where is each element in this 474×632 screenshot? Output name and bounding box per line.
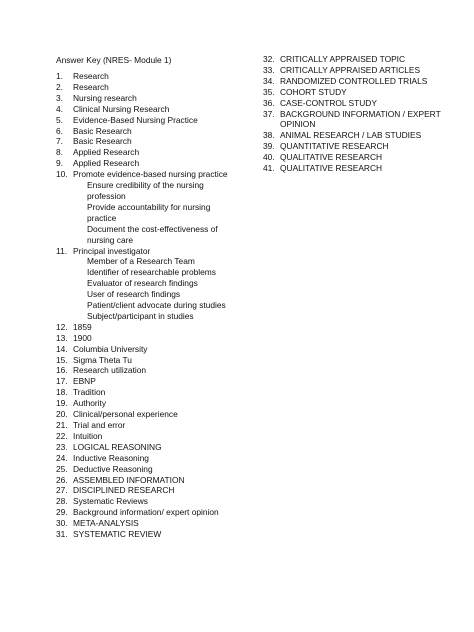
answer-item — [263, 109, 443, 131]
answer-text: Basic Research — [73, 125, 132, 136]
answer-text: Sigma Theta Tu — [73, 354, 132, 365]
answer-number: 15. — [56, 354, 68, 365]
answer-item — [56, 409, 236, 420]
answer-text: CRITICALLY APPRAISED TOPIC — [280, 54, 406, 64]
answer-number: 33. — [263, 64, 275, 75]
answer-item — [56, 333, 236, 344]
answer-number: 31. — [56, 529, 68, 540]
answer-number: 40. — [263, 152, 275, 163]
answer-text: Systematic Reviews — [73, 496, 148, 507]
answer-text: Trial and error — [73, 420, 126, 430]
answer-item — [56, 420, 236, 431]
answer-item — [263, 54, 443, 65]
answer-item — [56, 158, 236, 169]
answer-item — [263, 76, 443, 87]
answer-number: 9. — [56, 158, 63, 169]
answer-text: Promote evidence-based nursing practice — [73, 169, 228, 180]
answer-text: QUALITATIVE RESEARCH — [280, 152, 383, 163]
answer-number: 23. — [56, 441, 68, 452]
answer-number: 22. — [56, 430, 68, 441]
answer-text: Tradition — [73, 387, 106, 398]
answer-item — [56, 71, 236, 82]
answer-item — [56, 485, 236, 496]
answer-number: 19. — [56, 398, 68, 409]
answer-text: Authority — [73, 398, 107, 409]
answer-item — [56, 355, 236, 366]
answer-subitem: Evaluator of research findings — [87, 278, 198, 289]
answer-number: 34. — [263, 75, 275, 86]
answer-text: Research — [73, 81, 109, 92]
answer-text: Principal investigator — [73, 245, 151, 256]
answer-item — [56, 442, 236, 453]
answer-text: Background information/ expert opinion — [73, 507, 219, 518]
answer-list-left — [56, 71, 236, 540]
answer-item — [56, 246, 236, 257]
answer-number: 21. — [56, 420, 68, 430]
answer-subitem: Patient/client advocate during studies — [87, 300, 226, 311]
answer-number: 5. — [56, 114, 63, 125]
answer-subitem: Provide accountability for nursing practice — [87, 201, 211, 223]
answer-text: SYSTEMATIC REVIEW — [73, 529, 162, 540]
answer-text: Columbia University — [73, 343, 148, 354]
answer-item — [56, 365, 236, 376]
answer-number: 20. — [56, 409, 68, 420]
answer-subitem: Document the cost-effectiveness of nursing care — [87, 223, 218, 245]
answer-item — [56, 147, 236, 158]
answer-number: 14. — [56, 343, 68, 354]
answer-number: 24. — [56, 452, 68, 463]
answer-number: 29. — [56, 507, 68, 518]
answer-item — [56, 398, 236, 409]
answer-subitem: Subject/participant in studies — [87, 310, 194, 321]
answer-number: 39. — [263, 141, 275, 152]
answer-item — [56, 529, 236, 540]
answer-text: Applied Research — [73, 147, 140, 158]
answer-number: 35. — [263, 86, 275, 97]
answer-text: 1900 — [73, 332, 92, 343]
answer-number: 38. — [263, 130, 275, 141]
answer-number: 18. — [56, 387, 68, 398]
answer-number: 2. — [56, 81, 63, 92]
answer-item — [263, 130, 443, 141]
answer-text: Clinical Nursing Research — [73, 103, 170, 114]
answer-subitem: Ensure credibility of the nursing profession — [87, 180, 204, 201]
answer-item — [56, 93, 236, 104]
answer-number: 30. — [56, 518, 68, 529]
answer-item — [56, 431, 236, 442]
answer-item — [56, 507, 236, 518]
answer-item — [56, 136, 236, 147]
answer-text: Nursing research — [73, 92, 137, 103]
answer-number: 27. — [56, 485, 68, 496]
answer-text: CASE-CONTROL STUDY — [280, 97, 377, 108]
answer-text: BACKGROUND INFORMATION / EXPERT OPINION — [280, 108, 441, 130]
answer-number: 3. — [56, 92, 63, 103]
answer-text: COHORT STUDY — [280, 86, 347, 97]
answer-text: Evidence-Based Nursing Practice — [73, 114, 198, 125]
answer-subitem: Member of a Research Team — [87, 256, 195, 267]
answer-text: CRITICALLY APPRAISED ARTICLES — [280, 64, 421, 75]
answer-text: META-ANALYSIS — [73, 518, 139, 529]
answer-list-right — [263, 54, 443, 174]
answer-item — [56, 387, 236, 398]
answer-number: 11. — [56, 245, 68, 256]
answer-item — [56, 104, 236, 115]
answer-number: 1. — [56, 71, 63, 81]
answer-number: 6. — [56, 125, 63, 136]
answer-item — [263, 152, 443, 163]
answer-text: QUALITATIVE RESEARCH — [280, 163, 383, 174]
answer-number: 12. — [56, 321, 68, 332]
document-title: Answer Key (NRES- Module 1) — [56, 55, 172, 65]
answer-number: 8. — [56, 147, 63, 158]
answer-item — [263, 141, 443, 152]
answer-number: 37. — [263, 108, 275, 119]
answer-text: EBNP — [73, 376, 96, 387]
answer-number: 4. — [56, 103, 63, 114]
answer-item — [56, 376, 236, 387]
answer-text: Applied Research — [73, 158, 140, 169]
answer-text: 1859 — [73, 321, 92, 332]
answer-number: 32. — [263, 54, 275, 64]
answer-item — [263, 98, 443, 109]
answer-item — [56, 475, 236, 486]
answer-item — [56, 453, 236, 464]
answer-number: 16. — [56, 365, 68, 376]
answer-text: Research — [73, 71, 109, 81]
answer-text: QUANTITATIVE RESEARCH — [280, 141, 389, 152]
answer-number: 13. — [56, 332, 68, 343]
answer-item — [56, 518, 236, 529]
answer-text: Basic Research — [73, 136, 132, 147]
answer-text: Intuition — [73, 430, 103, 441]
answer-number: 25. — [56, 463, 68, 474]
answer-subitem: User of research findings — [87, 289, 181, 300]
answer-item — [56, 464, 236, 475]
answer-item — [263, 87, 443, 98]
answer-item — [56, 169, 236, 180]
answer-item — [263, 65, 443, 76]
answer-text: ANIMAL RESEARCH / LAB STUDIES — [280, 130, 422, 141]
answer-number: 36. — [263, 97, 275, 108]
answer-number: 10. — [56, 169, 68, 180]
answer-number: 41. — [263, 163, 275, 174]
answer-number: 28. — [56, 496, 68, 507]
answer-text: ASSEMBLED INFORMATION — [73, 474, 185, 485]
answer-item — [56, 322, 236, 333]
answer-item — [263, 163, 443, 174]
answer-subitem: Identifier of researchable problems — [87, 267, 216, 278]
answer-number: 17. — [56, 376, 68, 387]
answer-text: Clinical/personal experience — [73, 409, 178, 420]
answer-item — [56, 496, 236, 507]
answer-item — [56, 115, 236, 126]
answer-text: Inductive Reasoning — [73, 452, 149, 463]
answer-text: Deductive Reasoning — [73, 463, 153, 474]
answer-text: LOGICAL REASONING — [73, 441, 162, 452]
answer-text: Research utilization — [73, 365, 147, 376]
answer-item — [56, 82, 236, 93]
answer-number: 26. — [56, 474, 68, 485]
answer-text: RANDOMIZED CONTROLLED TRIALS — [280, 75, 428, 86]
answer-item — [56, 344, 236, 355]
answer-number: 7. — [56, 136, 63, 147]
answer-text: DISCIPLINED RESEARCH — [73, 485, 175, 496]
answer-item — [56, 126, 236, 137]
